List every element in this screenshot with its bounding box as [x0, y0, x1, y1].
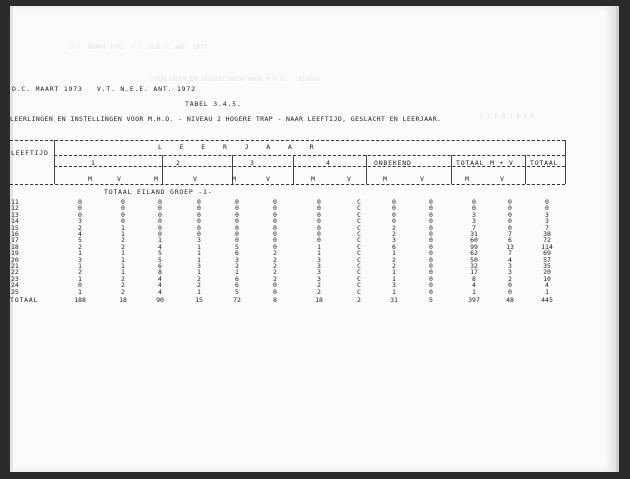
data-column	[306, 199, 332, 295]
cell-value: 0	[429, 198, 433, 206]
data-column	[381, 199, 407, 295]
cell-value: 0	[317, 204, 321, 213]
data-column	[461, 199, 487, 295]
total-value: 18	[315, 296, 323, 304]
sex-header: V	[117, 175, 122, 183]
cell-value: 0	[273, 230, 277, 239]
cell-value: C	[357, 204, 361, 213]
cell-value: 3	[78, 255, 82, 264]
table-number: TABEL 3.4.5.	[185, 100, 242, 108]
cell-value: 1	[121, 255, 125, 264]
bleed-through-line: LEERLINGEN EN INSTELLINGEN VOOR M.H.O. - NIVEAU	[150, 76, 320, 83]
cell-value: 0	[273, 281, 277, 290]
cell-value: 0	[273, 223, 277, 232]
cell-value: 2	[273, 268, 277, 277]
cell-value: 6	[508, 236, 512, 245]
cell-value: 13	[506, 242, 514, 251]
total-value: 397	[468, 296, 480, 304]
total-value: 48	[506, 296, 514, 304]
cell-value: 3	[472, 210, 476, 219]
cell-value: 5	[158, 255, 162, 264]
cell-value: 2	[508, 274, 512, 283]
cell-value: 5	[235, 287, 239, 296]
cell-value: 0	[508, 210, 512, 219]
total-value: 90	[156, 296, 164, 304]
age-value: 21	[11, 262, 19, 271]
cell-value: 2	[235, 262, 239, 271]
age-value: 24	[11, 281, 19, 290]
year-4-header: 4	[326, 159, 331, 167]
cell-value: 99	[470, 242, 478, 251]
rule-sex-row-top	[54, 166, 565, 167]
totaal-header: TOTAAL	[456, 159, 485, 167]
data-column	[110, 199, 136, 295]
sex-header: M	[232, 175, 237, 183]
document-page	[10, 6, 619, 472]
cell-value: 2	[121, 287, 125, 296]
total-value: 8	[273, 296, 277, 304]
cell-value: 0	[392, 217, 396, 226]
cell-value: 6	[235, 249, 239, 258]
cell-value: 0	[273, 210, 277, 219]
data-column	[186, 199, 212, 295]
sex-header: V	[266, 175, 271, 183]
cell-value: 0	[78, 198, 82, 206]
cell-value: 3	[472, 217, 476, 226]
cell-value: 3	[78, 217, 82, 226]
cell-value: 0	[429, 204, 433, 213]
cell-value: 35	[543, 262, 551, 271]
cell-value: 4	[78, 230, 82, 239]
cell-value: C	[357, 281, 361, 290]
cell-value: C	[357, 242, 361, 251]
cell-value: 69	[543, 249, 551, 258]
cell-value: 0	[429, 274, 433, 283]
cell-value: 0	[78, 281, 82, 290]
age-value: 12	[11, 204, 19, 213]
onbekend-header: ONBEKEND	[374, 159, 412, 167]
cell-value: 1	[121, 262, 125, 271]
cell-value: 0	[472, 198, 476, 206]
cell-value: 4	[508, 255, 512, 264]
age-value: 23	[11, 274, 19, 283]
cell-value: 3	[317, 262, 321, 271]
sex-header: V	[193, 175, 198, 183]
total-value: 15	[195, 296, 203, 304]
cell-value: 0	[78, 204, 82, 213]
cell-value: 2	[121, 242, 125, 251]
cell-value: 1	[121, 268, 125, 277]
cell-value: 17	[470, 268, 478, 277]
total-value: 445	[541, 296, 553, 304]
column-divider	[54, 140, 55, 184]
cell-value: 0	[235, 223, 239, 232]
cell-value: C	[357, 287, 361, 296]
cell-value: 5	[235, 242, 239, 251]
cell-value: 1	[472, 287, 476, 296]
cell-value: 38	[543, 230, 551, 239]
cell-value: 0	[317, 210, 321, 219]
total-value: 188	[74, 296, 86, 304]
cell-value: C	[357, 255, 361, 264]
year-2-header: 2	[176, 159, 181, 167]
cell-value: 2	[273, 255, 277, 264]
data-column	[497, 199, 523, 295]
leerjaar-header: L E E R J A A R	[158, 143, 315, 151]
cell-value: C	[357, 223, 361, 232]
cell-value: 2	[197, 274, 201, 283]
cell-value: 2	[317, 287, 321, 296]
cell-value: 0	[508, 198, 512, 206]
cell-value: 0	[197, 217, 201, 226]
cell-value: 4	[158, 274, 162, 283]
cell-value: 7	[545, 223, 549, 232]
cell-value: 0	[429, 236, 433, 245]
cell-value: 0	[158, 230, 162, 239]
data-column	[418, 199, 444, 295]
sex-header: V	[420, 175, 425, 183]
cell-value: C	[357, 210, 361, 219]
cell-value: 3	[235, 255, 239, 264]
cell-value: 0	[317, 217, 321, 226]
cell-value: 0	[235, 236, 239, 245]
cell-value: 1	[197, 255, 201, 264]
cell-value: 4	[472, 281, 476, 290]
cell-value: 0	[429, 287, 433, 296]
cell-value: 0	[158, 223, 162, 232]
sex-header: V	[500, 175, 505, 183]
cell-value: 0	[197, 198, 201, 206]
cell-value: 3	[508, 262, 512, 271]
cell-value: 0	[273, 287, 277, 296]
totaal-mv-header: M + V	[490, 159, 514, 167]
leeftijd-header: LEEFTIJD	[11, 149, 49, 157]
cell-value: 0	[273, 204, 277, 213]
cell-value: 0	[121, 217, 125, 226]
cell-value: 0	[235, 204, 239, 213]
cell-value: 1	[197, 242, 201, 251]
cell-value: 1	[121, 230, 125, 239]
cell-value: 0	[158, 210, 162, 219]
total-value: 2	[357, 296, 361, 304]
cell-value: 7	[472, 223, 476, 232]
cell-value: 1	[197, 249, 201, 258]
cell-value: 1	[121, 249, 125, 258]
cell-value: C	[357, 274, 361, 283]
data-column	[67, 199, 93, 295]
cell-value: 50	[470, 255, 478, 264]
cell-value: 3	[317, 268, 321, 277]
cell-value: 3	[392, 281, 396, 290]
data-column	[147, 199, 173, 295]
year-3-header: 3	[250, 159, 255, 167]
cell-value: 8	[472, 274, 476, 283]
cell-value: 0	[429, 255, 433, 264]
cell-value: 3	[197, 262, 201, 271]
cell-value: 2	[392, 223, 396, 232]
age-value: 17	[11, 236, 19, 245]
bleed-through-line: L E E R J A A R	[480, 113, 535, 120]
cell-value: 0	[429, 223, 433, 232]
cell-value: 1	[78, 262, 82, 271]
cell-value: 2	[392, 262, 396, 271]
cell-value: 0	[508, 217, 512, 226]
cell-value: 2	[78, 268, 82, 277]
cell-value: 3	[508, 268, 512, 277]
cell-value: 31	[470, 230, 478, 239]
cell-value: 0	[545, 204, 549, 213]
age-value: 18	[11, 242, 19, 251]
cell-value: 0	[158, 198, 162, 206]
sex-header: M	[154, 175, 159, 183]
cell-value: 1	[235, 268, 239, 277]
cell-value: C	[357, 268, 361, 277]
cell-value: 0	[273, 242, 277, 251]
sex-header: M	[383, 175, 388, 183]
cell-value: 0	[197, 230, 201, 239]
cell-value: 3	[545, 217, 549, 226]
sex-header: M	[88, 175, 93, 183]
bleed-through-line: D.C. MAART 1973 V.T. N.E.E. ANT. 1972	[70, 44, 208, 51]
year-1-header: 1	[91, 159, 96, 167]
sex-header: M	[311, 175, 316, 183]
cell-value: 1	[197, 268, 201, 277]
cell-value: 0	[197, 204, 201, 213]
cell-value: 60	[470, 236, 478, 245]
cell-value: 0	[508, 223, 512, 232]
cell-value: 4	[158, 281, 162, 290]
cell-value: 0	[429, 230, 433, 239]
cell-value: 0	[158, 204, 162, 213]
data-column	[262, 199, 288, 295]
cell-value: 2	[78, 223, 82, 232]
rule-header-bottom	[10, 184, 565, 185]
cell-value: 1	[392, 274, 396, 283]
total-value: 72	[233, 296, 241, 304]
cell-value: 2	[197, 281, 201, 290]
cell-value: 8	[158, 268, 162, 277]
cell-value: 0	[121, 210, 125, 219]
cell-value: 2	[121, 236, 125, 245]
cell-value: 1	[78, 274, 82, 283]
total-value: 18	[119, 296, 127, 304]
totaal-all-header: TOTAAL	[530, 159, 559, 167]
cell-value: 2	[273, 249, 277, 258]
cell-value: 1	[392, 249, 396, 258]
cell-value: 32	[470, 262, 478, 271]
cell-value: C	[357, 236, 361, 245]
age-value: 22	[11, 268, 19, 277]
cell-value: 6	[235, 281, 239, 290]
cell-value: 1	[121, 223, 125, 232]
cell-value: 1	[78, 249, 82, 258]
document-reference: D.C. MAART 1973 V.T. N.E.E. ANT. 1972	[12, 85, 196, 93]
cell-value: 72	[543, 236, 551, 245]
age-column	[11, 199, 19, 295]
cell-value: 7	[508, 230, 512, 239]
column-divider	[366, 155, 367, 184]
cell-value: 0	[545, 198, 549, 206]
cell-value: C	[357, 217, 361, 226]
cell-value: 1	[317, 249, 321, 258]
cell-value: 2	[273, 262, 277, 271]
rule-top	[10, 140, 565, 141]
cell-value: 0	[317, 223, 321, 232]
age-value: 15	[11, 223, 19, 232]
sex-header: M	[465, 175, 470, 183]
age-value: 11	[11, 198, 19, 206]
data-column	[224, 199, 250, 295]
column-divider	[162, 155, 163, 184]
cell-value: 2	[78, 242, 82, 251]
cell-value: 1	[392, 287, 396, 296]
cell-value: 20	[543, 268, 551, 277]
age-value: 20	[11, 255, 19, 264]
cell-value: 0	[429, 268, 433, 277]
cell-value: C	[357, 198, 361, 206]
group-label: TOTAAL EILAND GROEP -1-	[104, 188, 213, 196]
cell-value: 0	[429, 210, 433, 219]
cell-value: 3	[545, 210, 549, 219]
cell-value: 5	[78, 236, 82, 245]
total-value: 31	[390, 296, 398, 304]
cell-value: 0	[235, 217, 239, 226]
totals-label: TOTAAL	[10, 296, 39, 304]
data-column	[346, 199, 372, 295]
rule-year-row	[54, 155, 565, 156]
cell-value: 0	[273, 198, 277, 206]
cell-value: 0	[508, 281, 512, 290]
cell-value: 0	[197, 223, 201, 232]
cell-value: 0	[508, 204, 512, 213]
cell-value: 0	[273, 217, 277, 226]
cell-value: 0	[392, 204, 396, 213]
cell-value: 10	[543, 274, 551, 283]
cell-value: 0	[317, 198, 321, 206]
cell-value: 0	[317, 230, 321, 239]
cell-value: 0	[472, 204, 476, 213]
data-column	[534, 199, 560, 295]
cell-value: 1	[545, 287, 549, 296]
cell-value: C	[357, 230, 361, 239]
cell-value: 0	[235, 210, 239, 219]
table-title: LEERLINGEN EN INSTELLINGEN VOOR M.H.O. - NIVEAU 2 HOGERE TRAP - NAAR LEEFTIJD, GESLACHT EN LEERJAAR.	[10, 115, 442, 123]
cell-value: 0	[392, 210, 396, 219]
column-divider	[565, 140, 566, 184]
cell-value: 114	[541, 242, 553, 251]
cell-value: 6	[158, 262, 162, 271]
age-value: 14	[11, 217, 19, 226]
column-divider	[451, 155, 452, 184]
cell-value: 0	[78, 210, 82, 219]
column-divider	[293, 155, 294, 184]
cell-value: 0	[317, 236, 321, 245]
cell-value: 1	[197, 287, 201, 296]
cell-value: 0	[508, 287, 512, 296]
cell-value: 0	[429, 281, 433, 290]
cell-value: 1	[392, 268, 396, 277]
cell-value: 1	[78, 287, 82, 296]
cell-value: 1	[317, 242, 321, 251]
cell-value: 0	[429, 262, 433, 271]
cell-value: 4	[158, 287, 162, 296]
age-value: 19	[11, 249, 19, 258]
cell-value: 0	[429, 217, 433, 226]
cell-value: 6	[392, 242, 396, 251]
cell-value: 0	[392, 198, 396, 206]
age-value: 25	[11, 287, 19, 296]
cell-value: 3	[317, 274, 321, 283]
cell-value: 6	[235, 274, 239, 283]
cell-value: 0	[197, 210, 201, 219]
cell-value: 1	[158, 236, 162, 245]
cell-value: 2	[392, 230, 396, 239]
cell-value: 5	[158, 249, 162, 258]
cell-value: 3	[317, 255, 321, 264]
cell-value: 57	[543, 255, 551, 264]
cell-value: 0	[121, 204, 125, 213]
total-value: 5	[429, 296, 433, 304]
cell-value: 7	[508, 249, 512, 258]
cell-value: 0	[273, 236, 277, 245]
sex-header: V	[347, 175, 352, 183]
cell-value: C	[357, 262, 361, 271]
cell-value: 0	[235, 230, 239, 239]
cell-value: 3	[197, 236, 201, 245]
cell-value: 0	[121, 198, 125, 206]
cell-value: 2	[392, 255, 396, 264]
age-value: 13	[11, 210, 19, 219]
cell-value: 2	[121, 274, 125, 283]
cell-value: 0	[429, 249, 433, 258]
cell-value: 4	[158, 242, 162, 251]
cell-value: C	[357, 249, 361, 258]
cell-value: 2	[273, 274, 277, 283]
cell-value: 3	[392, 236, 396, 245]
cell-value: 0	[429, 242, 433, 251]
cell-value: 2	[317, 281, 321, 290]
cell-value: 0	[158, 217, 162, 226]
column-divider	[525, 155, 526, 184]
age-value: 16	[11, 230, 19, 239]
cell-value: 4	[545, 281, 549, 290]
cell-value: 0	[235, 198, 239, 206]
cell-value: 2	[121, 281, 125, 290]
cell-value: 62	[470, 249, 478, 258]
